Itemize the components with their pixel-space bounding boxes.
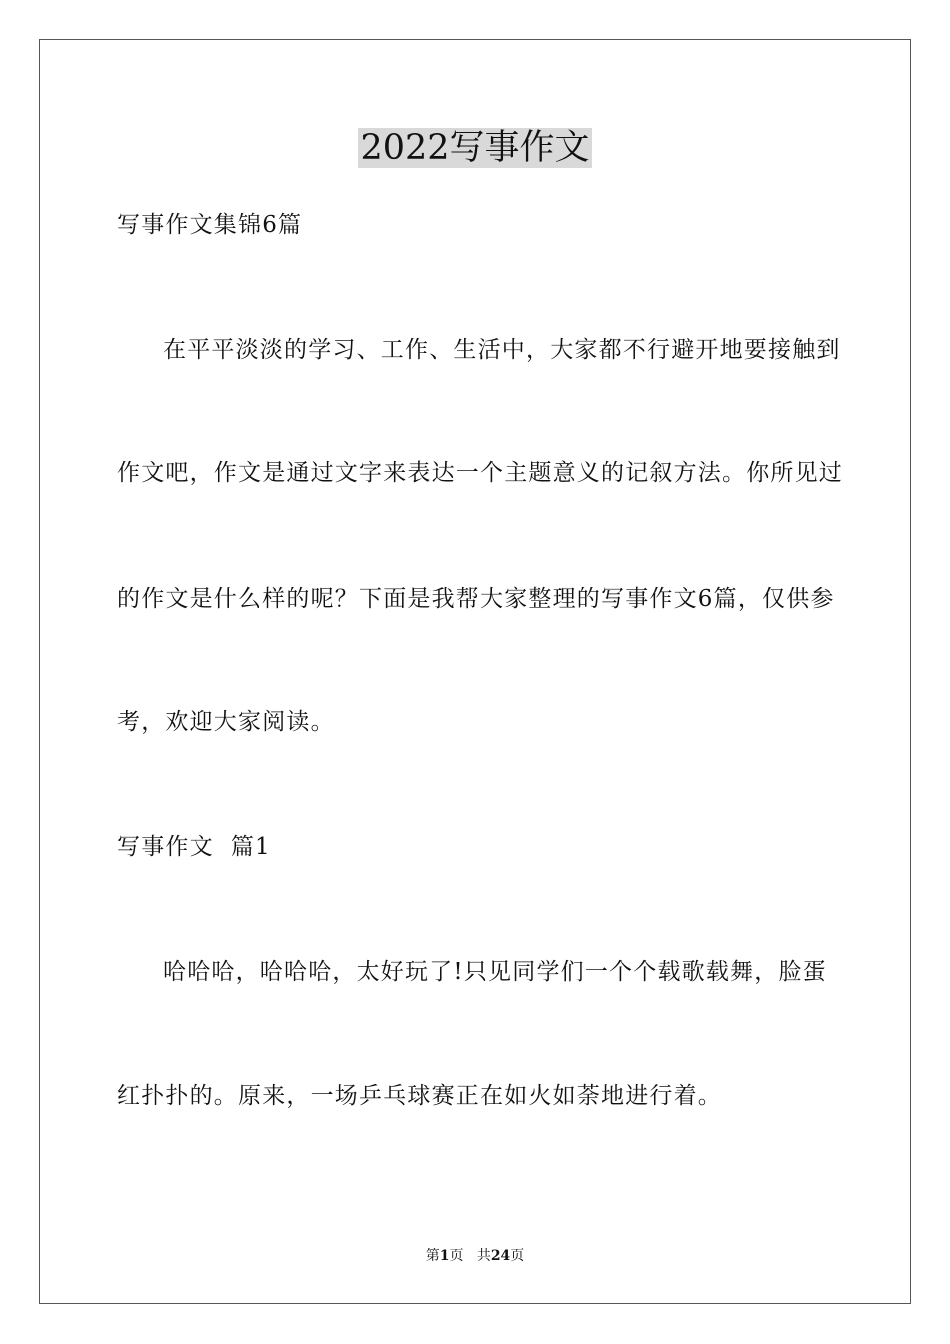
section-line-1: 哈哈哈，哈哈哈，太好玩了!只见同学们一个个载歌载舞，脸蛋: [163, 959, 827, 985]
intro-line-2: 作文吧，作文是通过文字来表达一个主题意义的记叙方法。你所见过: [117, 460, 843, 486]
document-subtitle: 写事作文集锦6篇: [117, 212, 303, 238]
intro-line-4: 考，欢迎大家阅读。: [117, 709, 335, 735]
footer-current-page: 1: [439, 1248, 450, 1264]
intro-line-3: 的作文是什么样的呢？下面是我帮大家整理的写事作文6篇，仅供参: [117, 586, 835, 612]
footer-page-prefix: 第: [425, 1248, 440, 1264]
document-title: [0, 126, 950, 170]
footer-total-prefix: 共: [476, 1248, 491, 1264]
intro-line-1: 在平平淡淡的学习、工作、生活中，大家都不行避开地要接触到: [163, 337, 841, 363]
footer-total-pages: 24: [490, 1248, 511, 1264]
footer-total-suffix: 页: [510, 1248, 525, 1264]
footer-page-mid: 页: [449, 1248, 464, 1264]
document-title-text: 2022写事作文: [360, 128, 590, 168]
page-footer: [0, 1247, 950, 1265]
section-heading: 写事作文 篇1: [117, 834, 271, 860]
section-line-2: 红扑扑的。原来，一场乒乓球赛正在如火如荼地进行着。: [117, 1083, 722, 1109]
